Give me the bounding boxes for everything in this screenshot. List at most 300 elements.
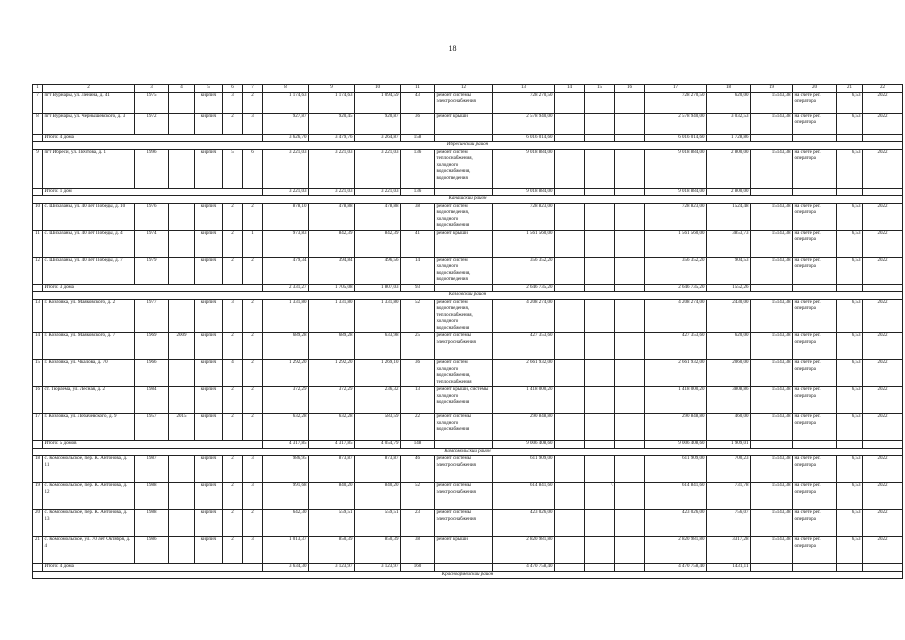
address-cell: пгт Вурнары, ул. Ленина, д. 41 bbox=[43, 92, 135, 113]
subtotal-living-area: 4 317,85 bbox=[309, 441, 355, 449]
address-cell: с. Комсомольское, ул. 70 лет Октября, д. 4 bbox=[43, 537, 135, 564]
living-area: 842,39 bbox=[309, 230, 355, 257]
cost-col-16 bbox=[615, 483, 645, 510]
year-renovated bbox=[169, 360, 195, 387]
year-built: 1988 bbox=[135, 510, 169, 537]
floors: 2 bbox=[223, 414, 243, 441]
repair-works: ремонт крыши bbox=[435, 537, 493, 564]
address-cell: с. Комсомольское, пер. К. Антонова, д. 12 bbox=[43, 483, 135, 510]
year-built: 1976 bbox=[135, 203, 169, 230]
district-name: Красноармейский район bbox=[33, 571, 903, 579]
total-area: 1 292,20 bbox=[263, 360, 309, 387]
column-number: 5 bbox=[195, 85, 223, 93]
col-21: 6,53 bbox=[837, 456, 863, 483]
blank-cell bbox=[435, 134, 493, 142]
cost-col-16 bbox=[615, 414, 645, 441]
blank-cell bbox=[837, 284, 863, 292]
wall-material: кирпич bbox=[195, 299, 223, 333]
plan-year: 2022 bbox=[863, 299, 903, 333]
col-21: 6,53 bbox=[837, 333, 863, 360]
table-row bbox=[33, 360, 903, 387]
funding-method: на счете рег. оператора bbox=[793, 483, 837, 510]
subtotal-living-area: 3 479,76 bbox=[309, 134, 355, 142]
wall-material: кирпич bbox=[195, 537, 223, 564]
max-unit-cost: 15143,38 bbox=[751, 483, 793, 510]
year-built: 1975 bbox=[135, 92, 169, 113]
unit-cost: 2 800,00 bbox=[707, 149, 751, 188]
row-number: 9 bbox=[33, 149, 43, 188]
year-built: 1969 bbox=[135, 333, 169, 360]
living-area: 478,88 bbox=[309, 203, 355, 230]
column-number: 6 bbox=[223, 85, 243, 93]
plan-year: 2022 bbox=[863, 92, 903, 113]
cost-total: 611 909,00 bbox=[493, 456, 555, 483]
cost-col-15 bbox=[585, 387, 615, 414]
max-unit-cost: 15143,38 bbox=[751, 113, 793, 134]
cost-col-16 bbox=[615, 203, 645, 230]
plan-year: 2022 bbox=[863, 456, 903, 483]
subtotal-unit-cost: 2 800,00 bbox=[707, 188, 751, 196]
funding-method: на счете рег. оператора bbox=[793, 149, 837, 188]
row-number: 8 bbox=[33, 113, 43, 134]
cost-col-15 bbox=[585, 333, 615, 360]
cost-col-16 bbox=[615, 510, 645, 537]
cost-col-16 bbox=[615, 92, 645, 113]
floors: 2 bbox=[223, 230, 243, 257]
max-unit-cost: 15143,38 bbox=[751, 203, 793, 230]
entrances: 2 bbox=[243, 299, 263, 333]
repair-works: ремонт системы электроснабжения bbox=[435, 92, 493, 113]
subtotal-residents: 148 bbox=[401, 441, 435, 449]
cost-col-15 bbox=[585, 510, 615, 537]
blank-cell bbox=[615, 188, 645, 196]
district-name: Козловский район bbox=[33, 292, 903, 300]
residential-area: 850,39 bbox=[355, 537, 401, 564]
total-area: 1 174,63 bbox=[263, 92, 309, 113]
blank-cell bbox=[793, 134, 837, 142]
subtotal-unit-cost: 1552,26 bbox=[707, 284, 751, 292]
plan-year: 2022 bbox=[863, 537, 903, 564]
cost-total: 423 026,00 bbox=[493, 510, 555, 537]
blank-cell bbox=[863, 188, 903, 196]
subtotal-cost-owners: 6 016 014,60 bbox=[645, 134, 707, 142]
column-number: 15 bbox=[585, 85, 615, 93]
entrances: 2 bbox=[243, 387, 263, 414]
cost-owners-fund: 611 909,00 bbox=[645, 456, 707, 483]
row-number: 21 bbox=[33, 537, 43, 564]
floors: 2 bbox=[223, 510, 243, 537]
unit-cost: 460,00 bbox=[707, 414, 751, 441]
blank-cell bbox=[837, 441, 863, 449]
column-number: 2 bbox=[43, 85, 135, 93]
subtotal-living-area: 3 221,03 bbox=[309, 188, 355, 196]
repair-works: ремонт системы электроснабжения bbox=[435, 333, 493, 360]
cost-owners-fund: 356 352,20 bbox=[645, 257, 707, 284]
table-row bbox=[33, 537, 903, 564]
unit-cost: 700,23 bbox=[707, 456, 751, 483]
plan-year: 2022 bbox=[863, 387, 903, 414]
district-header-row bbox=[33, 448, 903, 456]
year-renovated bbox=[169, 203, 195, 230]
entrances: 2 bbox=[243, 92, 263, 113]
cost-owners-fund: 728 823,00 bbox=[645, 203, 707, 230]
subtotal-label: Итого: 1 дом bbox=[43, 188, 263, 196]
plan-year: 2022 bbox=[863, 483, 903, 510]
blank-cell bbox=[435, 441, 493, 449]
subtotal-label: Итого: 5 домов bbox=[43, 441, 263, 449]
residents-count: 13 bbox=[401, 387, 435, 414]
table-row bbox=[33, 333, 903, 360]
max-unit-cost: 15143,38 bbox=[751, 299, 793, 333]
year-built: 1987 bbox=[135, 456, 169, 483]
living-area: 632,28 bbox=[309, 414, 355, 441]
subtotal-total-area: 4 317,85 bbox=[263, 441, 309, 449]
entrances: 2 bbox=[243, 333, 263, 360]
repair-works: ремонт крыши, системы холодного водоснабжения bbox=[435, 387, 493, 414]
cost-col-16 bbox=[615, 333, 645, 360]
blank-cell bbox=[585, 134, 615, 142]
district-name: Ибресинский район bbox=[33, 142, 903, 150]
subtotal-cost-owners: 9 006 408,60 bbox=[645, 441, 707, 449]
living-area: 840,20 bbox=[309, 483, 355, 510]
subtotal-cost-total: 9 006 408,60 bbox=[493, 441, 555, 449]
cost-col-14 bbox=[555, 299, 585, 333]
cost-owners-fund: 1 418 000,20 bbox=[645, 387, 707, 414]
column-number: 11 bbox=[401, 85, 435, 93]
subtotal-row bbox=[33, 134, 903, 142]
blank-cell bbox=[435, 564, 493, 572]
entrances: 2 bbox=[243, 257, 263, 284]
cost-col-14 bbox=[555, 92, 585, 113]
subtotal-total-area: 3 626,70 bbox=[263, 134, 309, 142]
wall-material: кирпич bbox=[195, 113, 223, 134]
address-cell: ст. Тюрлема, ул. Лесная, д. 2 bbox=[43, 387, 135, 414]
blank-cell bbox=[615, 441, 645, 449]
cost-total: 356 352,20 bbox=[493, 257, 555, 284]
row-number: 18 bbox=[33, 456, 43, 483]
blank-cell bbox=[837, 564, 863, 572]
funding-method: на счете рег. оператора bbox=[793, 230, 837, 257]
repair-works: ремонт систем холодного водоснабжения, водоотведения bbox=[435, 257, 493, 284]
blank-cell bbox=[33, 188, 43, 196]
cost-col-14 bbox=[555, 414, 585, 441]
wall-material: кирпич bbox=[195, 149, 223, 188]
funding-method: на счете рег. оператора bbox=[793, 360, 837, 387]
subtotal-residential-area: 3 221,03 bbox=[355, 188, 401, 196]
cost-col-14 bbox=[555, 230, 585, 257]
plan-year: 2022 bbox=[863, 257, 903, 284]
subtotal-residents: 93 bbox=[401, 284, 435, 292]
cost-col-15 bbox=[585, 537, 615, 564]
row-number: 10 bbox=[33, 203, 43, 230]
column-number: 20 bbox=[793, 85, 837, 93]
address-cell: с. Шихазаны, ул. 40 лет Победы, д. 10 bbox=[43, 203, 135, 230]
residential-area: 583,59 bbox=[355, 414, 401, 441]
max-unit-cost: 15143,38 bbox=[751, 333, 793, 360]
cost-col-16 bbox=[615, 257, 645, 284]
cost-owners-fund: 427 353,60 bbox=[645, 333, 707, 360]
cost-col-14 bbox=[555, 537, 585, 564]
blank-cell bbox=[585, 188, 615, 196]
max-unit-cost: 15143,38 bbox=[751, 257, 793, 284]
cost-total: 1 418 000,20 bbox=[493, 387, 555, 414]
column-number: 14 bbox=[555, 85, 585, 93]
table-row bbox=[33, 387, 903, 414]
floors: 2 bbox=[223, 456, 243, 483]
subtotal-row bbox=[33, 188, 903, 196]
unit-cost: 620,00 bbox=[707, 92, 751, 113]
address-cell: г. Козловка, ул. Маяковского, д. 2 bbox=[43, 299, 135, 333]
row-number: 12 bbox=[33, 257, 43, 284]
entrances: 2 bbox=[243, 414, 263, 441]
row-number: 19 bbox=[33, 483, 43, 510]
column-number: 1 bbox=[33, 85, 43, 93]
blank-cell bbox=[555, 134, 585, 142]
residential-area: 559,51 bbox=[355, 510, 401, 537]
cost-owners-fund: 728 270,50 bbox=[645, 92, 707, 113]
residential-area: 478,88 bbox=[355, 203, 401, 230]
col-21: 6,53 bbox=[837, 387, 863, 414]
blank-cell bbox=[615, 134, 645, 142]
col-21: 6,53 bbox=[837, 113, 863, 134]
col-21: 6,53 bbox=[837, 537, 863, 564]
column-number: 17 bbox=[645, 85, 707, 93]
blank-cell bbox=[615, 564, 645, 572]
col-21: 6,53 bbox=[837, 510, 863, 537]
blank-cell bbox=[585, 441, 615, 449]
wall-material: кирпич bbox=[195, 333, 223, 360]
residents-count: 41 bbox=[401, 230, 435, 257]
blank-cell bbox=[793, 284, 837, 292]
column-number: 8 bbox=[263, 85, 309, 93]
max-unit-cost: 15143,38 bbox=[751, 92, 793, 113]
cost-col-16 bbox=[615, 537, 645, 564]
max-unit-cost: 15143,38 bbox=[751, 537, 793, 564]
subtotal-row bbox=[33, 284, 903, 292]
cost-col-15 bbox=[585, 299, 615, 333]
column-number: 22 bbox=[863, 85, 903, 93]
cost-col-15 bbox=[585, 113, 615, 134]
blank-cell bbox=[555, 284, 585, 292]
column-number: 12 bbox=[435, 85, 493, 93]
year-built: 1977 bbox=[135, 299, 169, 333]
column-number: 9 bbox=[309, 85, 355, 93]
table-row bbox=[33, 113, 903, 134]
unit-cost: 2060,00 bbox=[707, 360, 751, 387]
subtotal-row bbox=[33, 564, 903, 572]
district-header-row bbox=[33, 571, 903, 579]
funding-method: на счете рег. оператора bbox=[793, 92, 837, 113]
cost-col-14 bbox=[555, 113, 585, 134]
subtotal-cost-total: 9 018 884,00 bbox=[493, 188, 555, 196]
address-cell: пгт Вурнары, ул. Чернышевского, д. 3 bbox=[43, 113, 135, 134]
col-21: 6,53 bbox=[837, 92, 863, 113]
living-area: 1 292,20 bbox=[309, 360, 355, 387]
residents-count: 38 bbox=[401, 203, 435, 230]
column-number: 4 bbox=[169, 85, 195, 93]
year-built: 1972 bbox=[135, 113, 169, 134]
plan-year: 2022 bbox=[863, 510, 903, 537]
blank-cell bbox=[863, 441, 903, 449]
total-area: 986,95 bbox=[263, 456, 309, 483]
cost-owners-fund: 2 820 981,80 bbox=[645, 537, 707, 564]
cost-owners-fund: 1 561 560,00 bbox=[645, 230, 707, 257]
unit-cost: 3 032,53 bbox=[707, 113, 751, 134]
residential-area: 873,87 bbox=[355, 456, 401, 483]
cost-col-15 bbox=[585, 230, 615, 257]
blank-cell bbox=[837, 188, 863, 196]
residents-count: 23 bbox=[401, 510, 435, 537]
cost-col-15 bbox=[585, 92, 615, 113]
floors: 4 bbox=[223, 360, 243, 387]
entrances: 2 bbox=[243, 510, 263, 537]
row-number: 20 bbox=[33, 510, 43, 537]
floors: 2 bbox=[223, 537, 243, 564]
subtotal-residents: 136 bbox=[401, 188, 435, 196]
floors: 2 bbox=[223, 257, 243, 284]
subtotal-cost-owners: 4 470 758,40 bbox=[645, 564, 707, 572]
unit-cost: 3853,73 bbox=[707, 230, 751, 257]
unit-cost: 756,07 bbox=[707, 510, 751, 537]
residents-count: 52 bbox=[401, 483, 435, 510]
wall-material: кирпич bbox=[195, 92, 223, 113]
total-area: 372,29 bbox=[263, 387, 309, 414]
funding-method: на счете рег. оператора bbox=[793, 510, 837, 537]
subtotal-cost-total: 4 470 758,40 bbox=[493, 564, 555, 572]
residential-area: 1 331,80 bbox=[355, 299, 401, 333]
blank-cell bbox=[863, 284, 903, 292]
subtotal-residents: 158 bbox=[401, 134, 435, 142]
floors: 2 bbox=[223, 113, 243, 134]
address-cell: с. Шихазаны, ул. 40 лет Победы, д. 7 bbox=[43, 257, 135, 284]
residential-area: 842,39 bbox=[355, 230, 401, 257]
year-renovated bbox=[169, 537, 195, 564]
district-header-row bbox=[33, 196, 903, 204]
col-21: 6,53 bbox=[837, 360, 863, 387]
unit-cost: 1524,48 bbox=[707, 203, 751, 230]
cost-col-15 bbox=[585, 414, 615, 441]
residents-count: 22 bbox=[401, 414, 435, 441]
floors: 5 bbox=[223, 149, 243, 188]
max-unit-cost: 15143,38 bbox=[751, 456, 793, 483]
cost-col-15 bbox=[585, 203, 615, 230]
year-renovated bbox=[169, 299, 195, 333]
row-number: 7 bbox=[33, 92, 43, 113]
cost-col-15 bbox=[585, 257, 615, 284]
entrances: 3 bbox=[243, 537, 263, 564]
entrances: 2 bbox=[243, 360, 263, 387]
living-area: 372,29 bbox=[309, 387, 355, 414]
residential-area: 1 269,10 bbox=[355, 360, 401, 387]
year-built: 1986 bbox=[135, 537, 169, 564]
table-row bbox=[33, 257, 903, 284]
year-built: 1957 bbox=[135, 414, 169, 441]
residents-count: 25 bbox=[401, 333, 435, 360]
repair-works: ремонт системы электроснабжения bbox=[435, 510, 493, 537]
residential-area: 1 094,59 bbox=[355, 92, 401, 113]
plan-year: 2022 bbox=[863, 203, 903, 230]
cost-owners-fund: 290 848,80 bbox=[645, 414, 707, 441]
cost-col-16 bbox=[615, 149, 645, 188]
year-renovated: 2009 bbox=[169, 333, 195, 360]
col-21: 6,53 bbox=[837, 230, 863, 257]
living-area: 1 174,63 bbox=[309, 92, 355, 113]
residents-count: 14 bbox=[401, 257, 435, 284]
floors: 2 bbox=[223, 387, 243, 414]
entrances: 3 bbox=[243, 456, 263, 483]
blank-cell bbox=[585, 284, 615, 292]
cost-owners-fund: 614 841,60 bbox=[645, 483, 707, 510]
unit-cost: 731,78 bbox=[707, 483, 751, 510]
cost-total: 2 820 981,80 bbox=[493, 537, 555, 564]
year-built: 1996 bbox=[135, 149, 169, 188]
funding-method: на счете рег. оператора bbox=[793, 257, 837, 284]
plan-year: 2022 bbox=[863, 360, 903, 387]
blank-cell bbox=[863, 134, 903, 142]
blank-cell bbox=[751, 441, 793, 449]
cost-total: 728 823,00 bbox=[493, 203, 555, 230]
plan-year: 2022 bbox=[863, 333, 903, 360]
entrances: 2 bbox=[243, 203, 263, 230]
living-area: 920,45 bbox=[309, 113, 355, 134]
table-row bbox=[33, 92, 903, 113]
floors: 3 bbox=[223, 92, 243, 113]
living-area: 1 331,80 bbox=[309, 299, 355, 333]
district-name: Канашский район bbox=[33, 196, 903, 204]
residential-area: 633,98 bbox=[355, 333, 401, 360]
year-renovated bbox=[169, 483, 195, 510]
residents-count: 38 bbox=[401, 537, 435, 564]
year-renovated bbox=[169, 510, 195, 537]
max-unit-cost: 15143,38 bbox=[751, 149, 793, 188]
column-number: 19 bbox=[751, 85, 793, 93]
max-unit-cost: 15143,38 bbox=[751, 230, 793, 257]
total-area: 1 331,80 bbox=[263, 299, 309, 333]
cost-col-16 bbox=[615, 230, 645, 257]
address-cell: пгт Ибреси, ул. Почтова, д. 1 bbox=[43, 149, 135, 188]
year-renovated bbox=[169, 149, 195, 188]
unit-cost: 3317,28 bbox=[707, 537, 751, 564]
blank-cell bbox=[751, 284, 793, 292]
cost-col-15 bbox=[585, 456, 615, 483]
blank-cell bbox=[751, 188, 793, 196]
year-built: 1966 bbox=[135, 360, 169, 387]
total-area: 927,87 bbox=[263, 113, 309, 134]
subtotal-label: Итого: 4 дома bbox=[43, 134, 263, 142]
living-area: 850,39 bbox=[309, 537, 355, 564]
blank-cell bbox=[793, 564, 837, 572]
subtotal-residential-area: 3 123,97 bbox=[355, 564, 401, 572]
funding-method: на счете рег. оператора bbox=[793, 387, 837, 414]
repair-works: ремонт системы электроснабжения bbox=[435, 456, 493, 483]
wall-material: кирпич bbox=[195, 360, 223, 387]
total-area: 642,30 bbox=[263, 510, 309, 537]
cost-col-16 bbox=[615, 456, 645, 483]
unit-cost: 904,53 bbox=[707, 257, 751, 284]
table-row bbox=[33, 414, 903, 441]
blank-cell bbox=[751, 564, 793, 572]
subtotal-label: Итого: 3 дома bbox=[43, 284, 263, 292]
cost-col-14 bbox=[555, 360, 585, 387]
subtotal-cost-owners: 2 646 735,20 bbox=[645, 284, 707, 292]
funding-method: на счете рег. оператора bbox=[793, 456, 837, 483]
cost-total: 9 018 884,00 bbox=[493, 149, 555, 188]
subtotal-residential-area: 1 807,03 bbox=[355, 284, 401, 292]
wall-material: кирпич bbox=[195, 483, 223, 510]
year-renovated bbox=[169, 387, 195, 414]
col-21: 6,53 bbox=[837, 257, 863, 284]
total-area: 973,83 bbox=[263, 230, 309, 257]
